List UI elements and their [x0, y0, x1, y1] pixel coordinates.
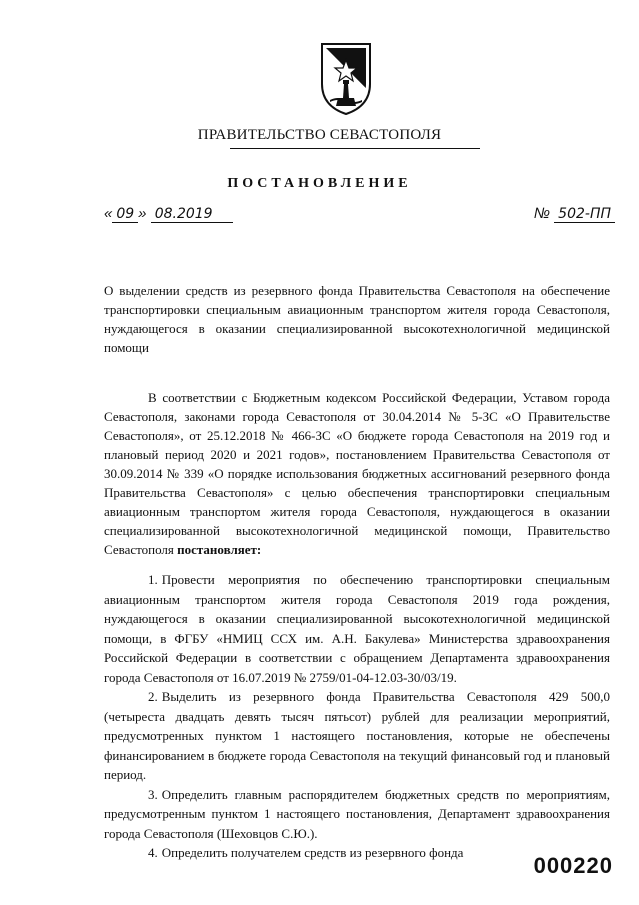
item-text: Определить главным распорядителем бюджетных средств по мероприятиям, предусмотренным пунктом 1 настоящего постановления, Департамент здравоохранения города Севастополя (Шеховцов С.Ю.).: [104, 786, 610, 841]
number-prefix: №: [533, 205, 550, 222]
preamble-text: В соответствии с Бюджетным кодексом Российской Федерации, Уставом города Севастополя, законами города Севастополя от 30.04.2014 № 5-ЗС «О Правительстве Севастополя», от 25.12.2018 № 466-ЗС «О бюджете города Севастополя на 2019 год и плановый период 2020 и 2021 годов», постановлением Правительства Севастополя от 30.09.2014 № 339 «О порядке использования бюджетных ассигнований резервного фонда Правительства Севастополя» с целью обеспечения транспортировки специальным авиационным транспортом жителя города Севастополя, нуждающегося в оказании специализированной высокотехнологичной медицинской помощи, Правительство Севастополя: [104, 390, 610, 557]
document-date: [104, 205, 233, 223]
item-number: 4.: [148, 845, 158, 860]
decree-item: [104, 785, 610, 844]
document-subject: О выделении средств из резервного фонда Правительства Севастополя на обеспечение транспортировки специальным авиационным транспортом жителя города Севастополя, нуждающегося в оказании специализированной высокотехнологичной медицинской помощи: [104, 283, 610, 355]
decree-item: [104, 687, 610, 785]
decree-items: [104, 570, 610, 863]
government-name: ПРАВИТЕЛЬСТВО СЕВАСТОПОЛЯ: [197, 127, 442, 143]
item-number: 3.: [148, 786, 158, 802]
item-text: Провести мероприятия по обеспечению транспортировки специальным авиационным транспортом жителя города Севастополя 2019 года рождения, нуждающегося в оказании специализированной высокотехнологичной медицинской помощи, в ФГБУ «НМИЦ ССХ им. А.Н. Бакулева» Министерства здравоохранения Российской Федерации в соответствии с обращением Департамента здравоохранения города Севастополя от 16.07.2019 № 2759/01-04-12.03-30/03/19.: [104, 572, 610, 685]
item-text: Выделить из резервного фонда Правительства Севастополя 429 500,0 (четыреста двадцать девять тысяч пятьсот) рублей для реализации мероприятий, предусмотренных пунктом 1 настоящего постановления, которые не обеспечены финансированием в бюджете города Севастополя на текущий финансовый год и плановый период.: [104, 689, 610, 782]
preamble-paragraph: [104, 388, 610, 559]
preamble-verb: постановляет:: [177, 542, 262, 557]
item-number: 1.: [148, 572, 158, 587]
date-quote-open: «: [104, 205, 113, 222]
document-type: ПОСТАНОВЛЕНИЕ: [227, 176, 412, 191]
serial-number: 000220: [533, 853, 613, 878]
header-divider: [230, 148, 480, 149]
date-month-year: 08.2019: [151, 206, 233, 223]
number-value: 502-ПП: [554, 206, 615, 223]
item-text: Определить получателем средств из резервного фонда: [161, 845, 464, 860]
document-number: [534, 205, 615, 223]
date-day: 09: [112, 206, 138, 223]
date-quote-close: »: [138, 205, 147, 222]
decree-item: [104, 570, 610, 687]
item-number: 2.: [148, 689, 158, 704]
sevastopol-coat-of-arms-icon: [316, 40, 376, 116]
